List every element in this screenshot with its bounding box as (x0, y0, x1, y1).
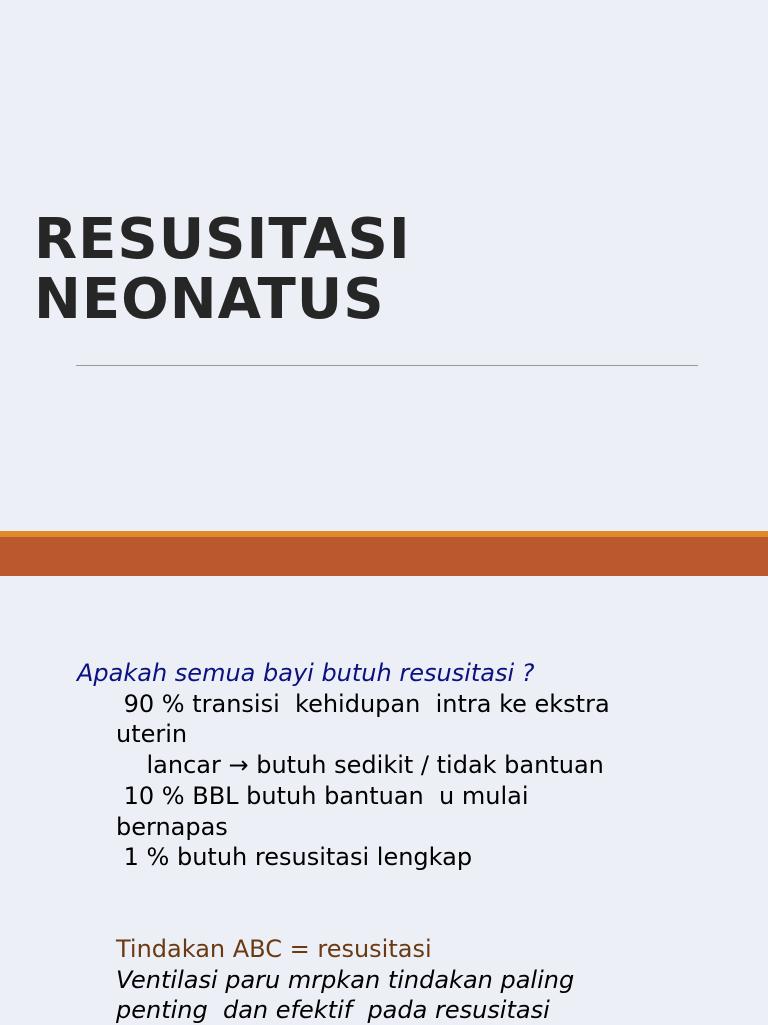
slide-title (34, 207, 411, 332)
bullet-line-1: 90 % transisi kehidupan intra ke ekstra (116, 690, 610, 718)
question-text: Apakah semua bayi butuh resusitasi ? (77, 659, 535, 687)
accent-band (0, 537, 768, 576)
bullet-line-4: 10 % BBL butuh bantuan u mulai (116, 782, 529, 810)
ventilasi-line-1: Ventilasi paru mrpkan tindakan paling (116, 966, 575, 994)
ventilasi-line-2: penting dan efektif pada resusitasi (116, 996, 550, 1024)
tindakan-text: Tindakan ABC = resusitasi (116, 935, 432, 963)
title-line-2: NEONATUS (34, 267, 385, 332)
bullet-line-6: 1 % butuh resusitasi lengkap (116, 843, 473, 871)
bullet-line-2: uterin (116, 720, 188, 748)
bullet-line-3: lancar → butuh sedikit / tidak bantuan (116, 751, 604, 779)
bullet-line-5: bernapas (116, 813, 228, 841)
title-line-1: RESUSITASI (34, 207, 411, 272)
title-divider (76, 365, 698, 366)
